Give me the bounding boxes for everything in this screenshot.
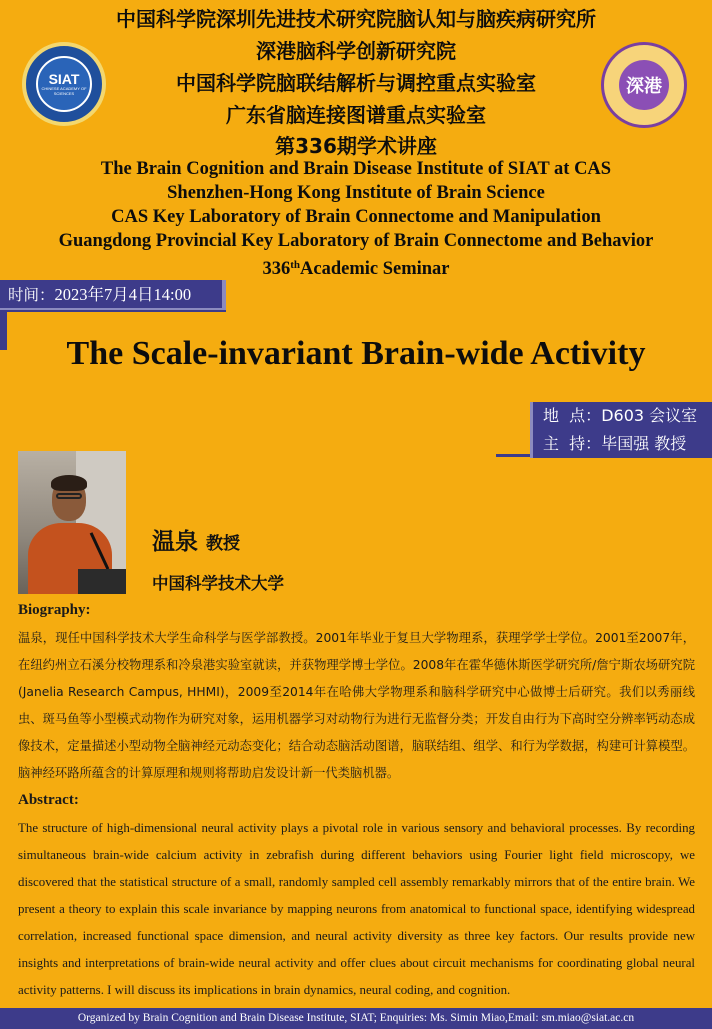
footer-organizer: Organized by Brain Cognition and Brain Disease Institute, SIAT; Enquiries: Ms. Simin Miao,Email: sm.miao@siat.ac.cn [0,1008,712,1029]
place-row [543,402,712,430]
host-value: 毕国强 教授 [601,434,687,453]
speaker-photo [18,451,126,594]
speaker-name-row [152,527,240,559]
header-cn-line-5: 第336期学术讲座 [275,134,437,158]
speaker-affiliation: 中国科学技术大学 [152,574,284,593]
seminar-text: Academic Seminar [300,259,450,279]
speaker-title: 教授 [206,534,240,554]
place-value: D603 会议室 [601,406,698,425]
speaker-name: 温泉 [152,529,198,555]
header-en-line-4: Guangdong Provincial Key Laboratory of Brain Connectome and Behavior [58,231,654,251]
abstract-label: Abstract: [18,792,79,808]
time-decor-horizontal [7,310,226,312]
siat-logo-text: SIAT [48,71,80,87]
brain-institute-logo-mark: 深港 [619,60,669,110]
header-en-line-3: CAS Key Laboratory of Brain Connectome and Manipulation [111,207,601,227]
header-en-line-1: The Brain Cognition and Brain Disease Institute of SIAT at CAS [100,159,612,179]
seminar-ordinal: th [290,259,300,271]
header-en-line-2: Shenzhen-Hong Kong Institute of Brain Science [167,183,545,203]
time-label: 时间： [8,286,55,304]
host-row [543,430,712,458]
header-cn-line-1: 中国科学院深圳先进技术研究院脑认知与脑疾病研究所 [116,7,596,31]
abstract-text: The structure of high-dimensional neural activity plays a pivotal role in various sensory and behavioral processes. By recording simultaneous brain-wide calcium activity in zebrafish during different behaviors using Fourier light field microscopy, we discovered that the statistical structure of a small, randomly sampled cell assembly remarkably mirrors that of the entire brain. We present a theory to explain this scale invariance by mapping neurons from anatomical to functional space, identifying widespread correlation, increased functional space dimension, and neural activity diversity as three key factors. Our results provide new insights and interpretations of brain-wide neural activity and offer clues about circuit mechanisms for coordinating global neural activity patterns. I will discuss its implications in brain dynamics, neural coding, and cognition. [18,821,695,997]
header-cn-line-4: 广东省脑连接图谱重点实验室 [226,103,486,127]
siat-logo-subtext: CHINESE ACADEMY OF SCIENCES [41,86,87,96]
time-value: 2023年7月4日14:00 [54,285,192,304]
venue-box [530,402,712,458]
seminar-number: 336 [262,259,291,279]
host-label: 主 持： [543,434,602,453]
biography-label: Biography: [18,602,91,618]
header-en-seminar [0,253,712,281]
talk-title: The Scale-invariant Brain-wide Activity [66,335,646,372]
biography-text: 温泉，现任中国科学技术大学生命科学与医学部教授。2001年毕业于复旦大学物理系，获理学学士学位。2001至2007年，在纽约州立石溪分校物理系和冷泉港实验室就读，并获物理学博士学位。2008年在霍华德休斯医学研究所/詹宁斯农场研究院 (Janelia Research Campus, HHMI)，2009至2014年在哈佛大学物理系和脑科学研究中心做博士后研究。我们以秀丽线虫、斑马鱼等小型模式动物作为研究对象，运用机器学习对动物行为进行无监督分类；开发自由行为下高时空分辨率钙动态成像技术，定量描述小型动物全脑神经元动态变化；结合动态脑活动图谱，脑联结组、组学、和行为学数据，构建可计算模型。脑神经环路所蕴含的计算原理和规则将帮助启发设计新一代类脑机器。 [18,631,695,780]
place-label: 地 点： [543,406,602,425]
venue-decor-line [496,454,532,457]
time-box [0,280,226,310]
header-cn-line-2: 深港脑科学创新研究院 [256,39,456,63]
header-cn-line-3: 中国科学院脑联结解析与调控重点实验室 [176,71,536,95]
